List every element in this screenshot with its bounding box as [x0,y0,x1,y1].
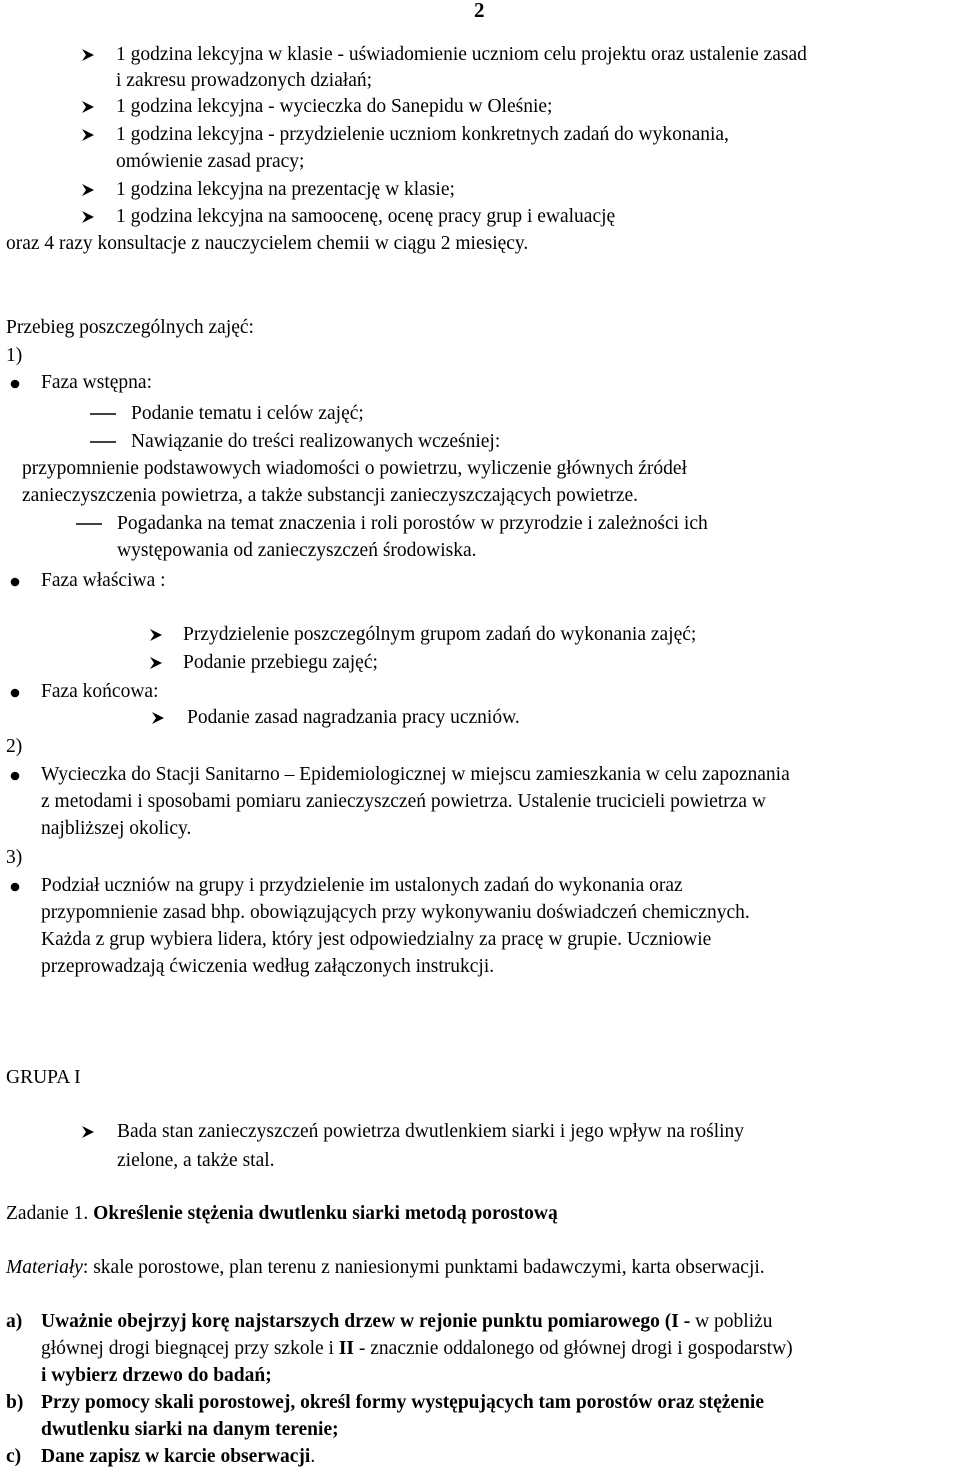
arrow-bullet-icon [80,42,102,68]
section-2-line-1: Wycieczka do Stacji Sanitarno – Epidemiologicznej w miejscu zamieszkania w celu zapoznania [41,764,790,785]
task-title [6,1201,558,1227]
round-bullet-icon [8,679,30,705]
section-3-line-4: przeprowadzają ćwiczenia według załączonych instrukcji. [41,956,495,977]
round-bullet-icon [8,370,30,396]
intro-item-4: 1 godzina lekcyjna na prezentację w klasie; [116,179,455,200]
intro-item-2: 1 godzina lekcyjna - wycieczka do Sanepidu w Oleśnie; [116,96,553,117]
group-item-line-2: zielone, a także stal. [117,1150,275,1171]
intro-item-3-line-2: omówienie zasad pracy; [116,151,305,172]
intro-closing: oraz 4 razy konsultacje z nauczycielem chemii w ciągu 2 miesięcy. [6,233,529,254]
round-bullet-icon [8,568,30,594]
round-bullet-icon [8,762,30,788]
group-item-line-1: Bada stan zanieczyszczeń powietrza dwutlenkiem siarki i jego wpływ na rośliny [117,1121,745,1142]
dash-item-3-line-1: Pogadanka na temat znaczenia i roli porostów w przyrodzie i zależności ich [117,513,708,534]
dash-bullet-icon [90,401,120,427]
intro-item-1-line-2: i zakresu prowadzonych działań; [116,70,373,91]
section-2-line-3: najbliższej okolicy. [41,818,192,839]
section-3-line-2: przypomnienie zasad bhp. obowiązujących przy wykonywaniu doświadczeń chemicznych. [41,902,750,923]
dash-item-2-cont-2: zanieczyszczenia powietrza, a także substancji zanieczyszczających powietrze. [22,485,639,506]
dash-bullet-icon [76,511,106,537]
arrow-bullet-icon [150,705,172,731]
dash-item-1: Podanie tematu i celów zajęć; [131,403,364,424]
step-c-marker: c) [6,1446,22,1467]
group-title: GRUPA I [6,1067,81,1088]
arrow-bullet-icon [80,122,102,148]
section-1-number: 1) [6,345,23,366]
step-a-line-3: i wybierz drzewo do badań; [41,1365,272,1386]
round-bullet-icon [8,873,30,899]
arrow-item-1: Przydzielenie poszczególnym grupom zadań do wykonania zajęć; [183,624,697,645]
section-2-line-2: z metodami i sposobami pomiaru zanieczyszczeń powietrza. Ustalenie trucicieli powietrza w [41,791,767,812]
faza-wlasciwa: Faza właściwa : [41,570,166,591]
arrow-bullet-icon [80,1119,102,1145]
section-2-number: 2) [6,736,23,757]
step-a-marker: a) [6,1311,23,1332]
step-b-marker: b) [6,1392,24,1413]
step-a-line-1-normal: w pobliżu [690,1311,773,1332]
task-name: Określenie stężenia dwutlenku siarki metodą porostową [93,1203,558,1224]
arrow-bullet-icon [80,177,102,203]
dash-bullet-icon [90,429,120,455]
arrow-bullet-icon [148,622,170,648]
faza-wstepna: Faza wstępna: [41,372,153,393]
section-3-number: 3) [6,847,23,868]
step-b-line-2: dwutlenku siarki na danym terenie; [41,1419,339,1440]
step-a-line-2-part-2: - znacznie oddalonego od głównej drogi i gospodarstw) [354,1338,793,1359]
step-b-line-1: Przy pomocy skali porostowej, określ formy występujących tam porostów oraz stężenie [41,1392,765,1413]
step-c-normal: . [310,1446,316,1467]
section-3-line-1: Podział uczniów na grupy i przydzielenie im ustalonych zadań do wykonania oraz [41,875,683,896]
dash-item-3-line-2: występowania od zanieczyszczeń środowiska. [117,540,477,561]
materials-label: Materiały [6,1257,83,1278]
intro-item-5: 1 godzina lekcyjna na samoocenę, ocenę pracy grup i ewaluację [116,206,616,227]
dash-item-2: Nawiązanie do treści realizowanych wcześniej: [131,431,501,452]
arrow-bullet-icon [148,650,170,676]
materials-text: : skale porostowe, plan terenu z naniesionymi punktami badawczymi, karta obserwacji. [82,1257,765,1278]
dash-item-2-cont-1: przypomnienie podstawowych wiadomości o powietrzu, wyliczenie głównych źródeł [22,458,687,479]
intro-item-3-line-1: 1 godzina lekcyjna - przydzielenie uczniom konkretnych zadań do wykonania, [116,124,729,145]
step-a-line-2-bold: II [338,1338,355,1359]
materials-line [6,1255,765,1281]
arrow-item-2: Podanie przebiegu zajęć; [183,652,378,673]
step-a-line-2-part-1: głównej drogi biegnącej przy szkole i [41,1338,339,1359]
section-heading: Przebieg poszczególnych zajęć: [6,317,254,338]
section-3-line-3: Każda z grup wybiera lidera, który jest odpowiedzialny za pracę w grupie. Uczniowie [41,929,712,950]
arrow-bullet-icon [80,204,102,230]
arrow-bullet-icon [80,94,102,120]
step-a-line-1-bold: Uważnie obejrzyj korę najstarszych drzew w rejonie punktu pomiarowego (I - [41,1311,691,1332]
intro-item-1-line-1: 1 godzina lekcyjna w klasie - uświadomienie uczniom celu projektu oraz ustalenie zasad [116,44,807,65]
page-number: 2 [474,0,485,22]
task-label: Zadanie 1. [6,1203,89,1224]
faza-koncowa: Faza końcowa: [41,681,159,702]
step-a-line-1 [41,1309,773,1335]
arrow-item-3: Podanie zasad nagradzania pracy uczniów. [187,707,520,728]
step-a-line-2 [41,1336,793,1362]
step-c-bold: Dane zapisz w karcie obserwacji [41,1446,311,1467]
step-c-line [41,1444,315,1470]
